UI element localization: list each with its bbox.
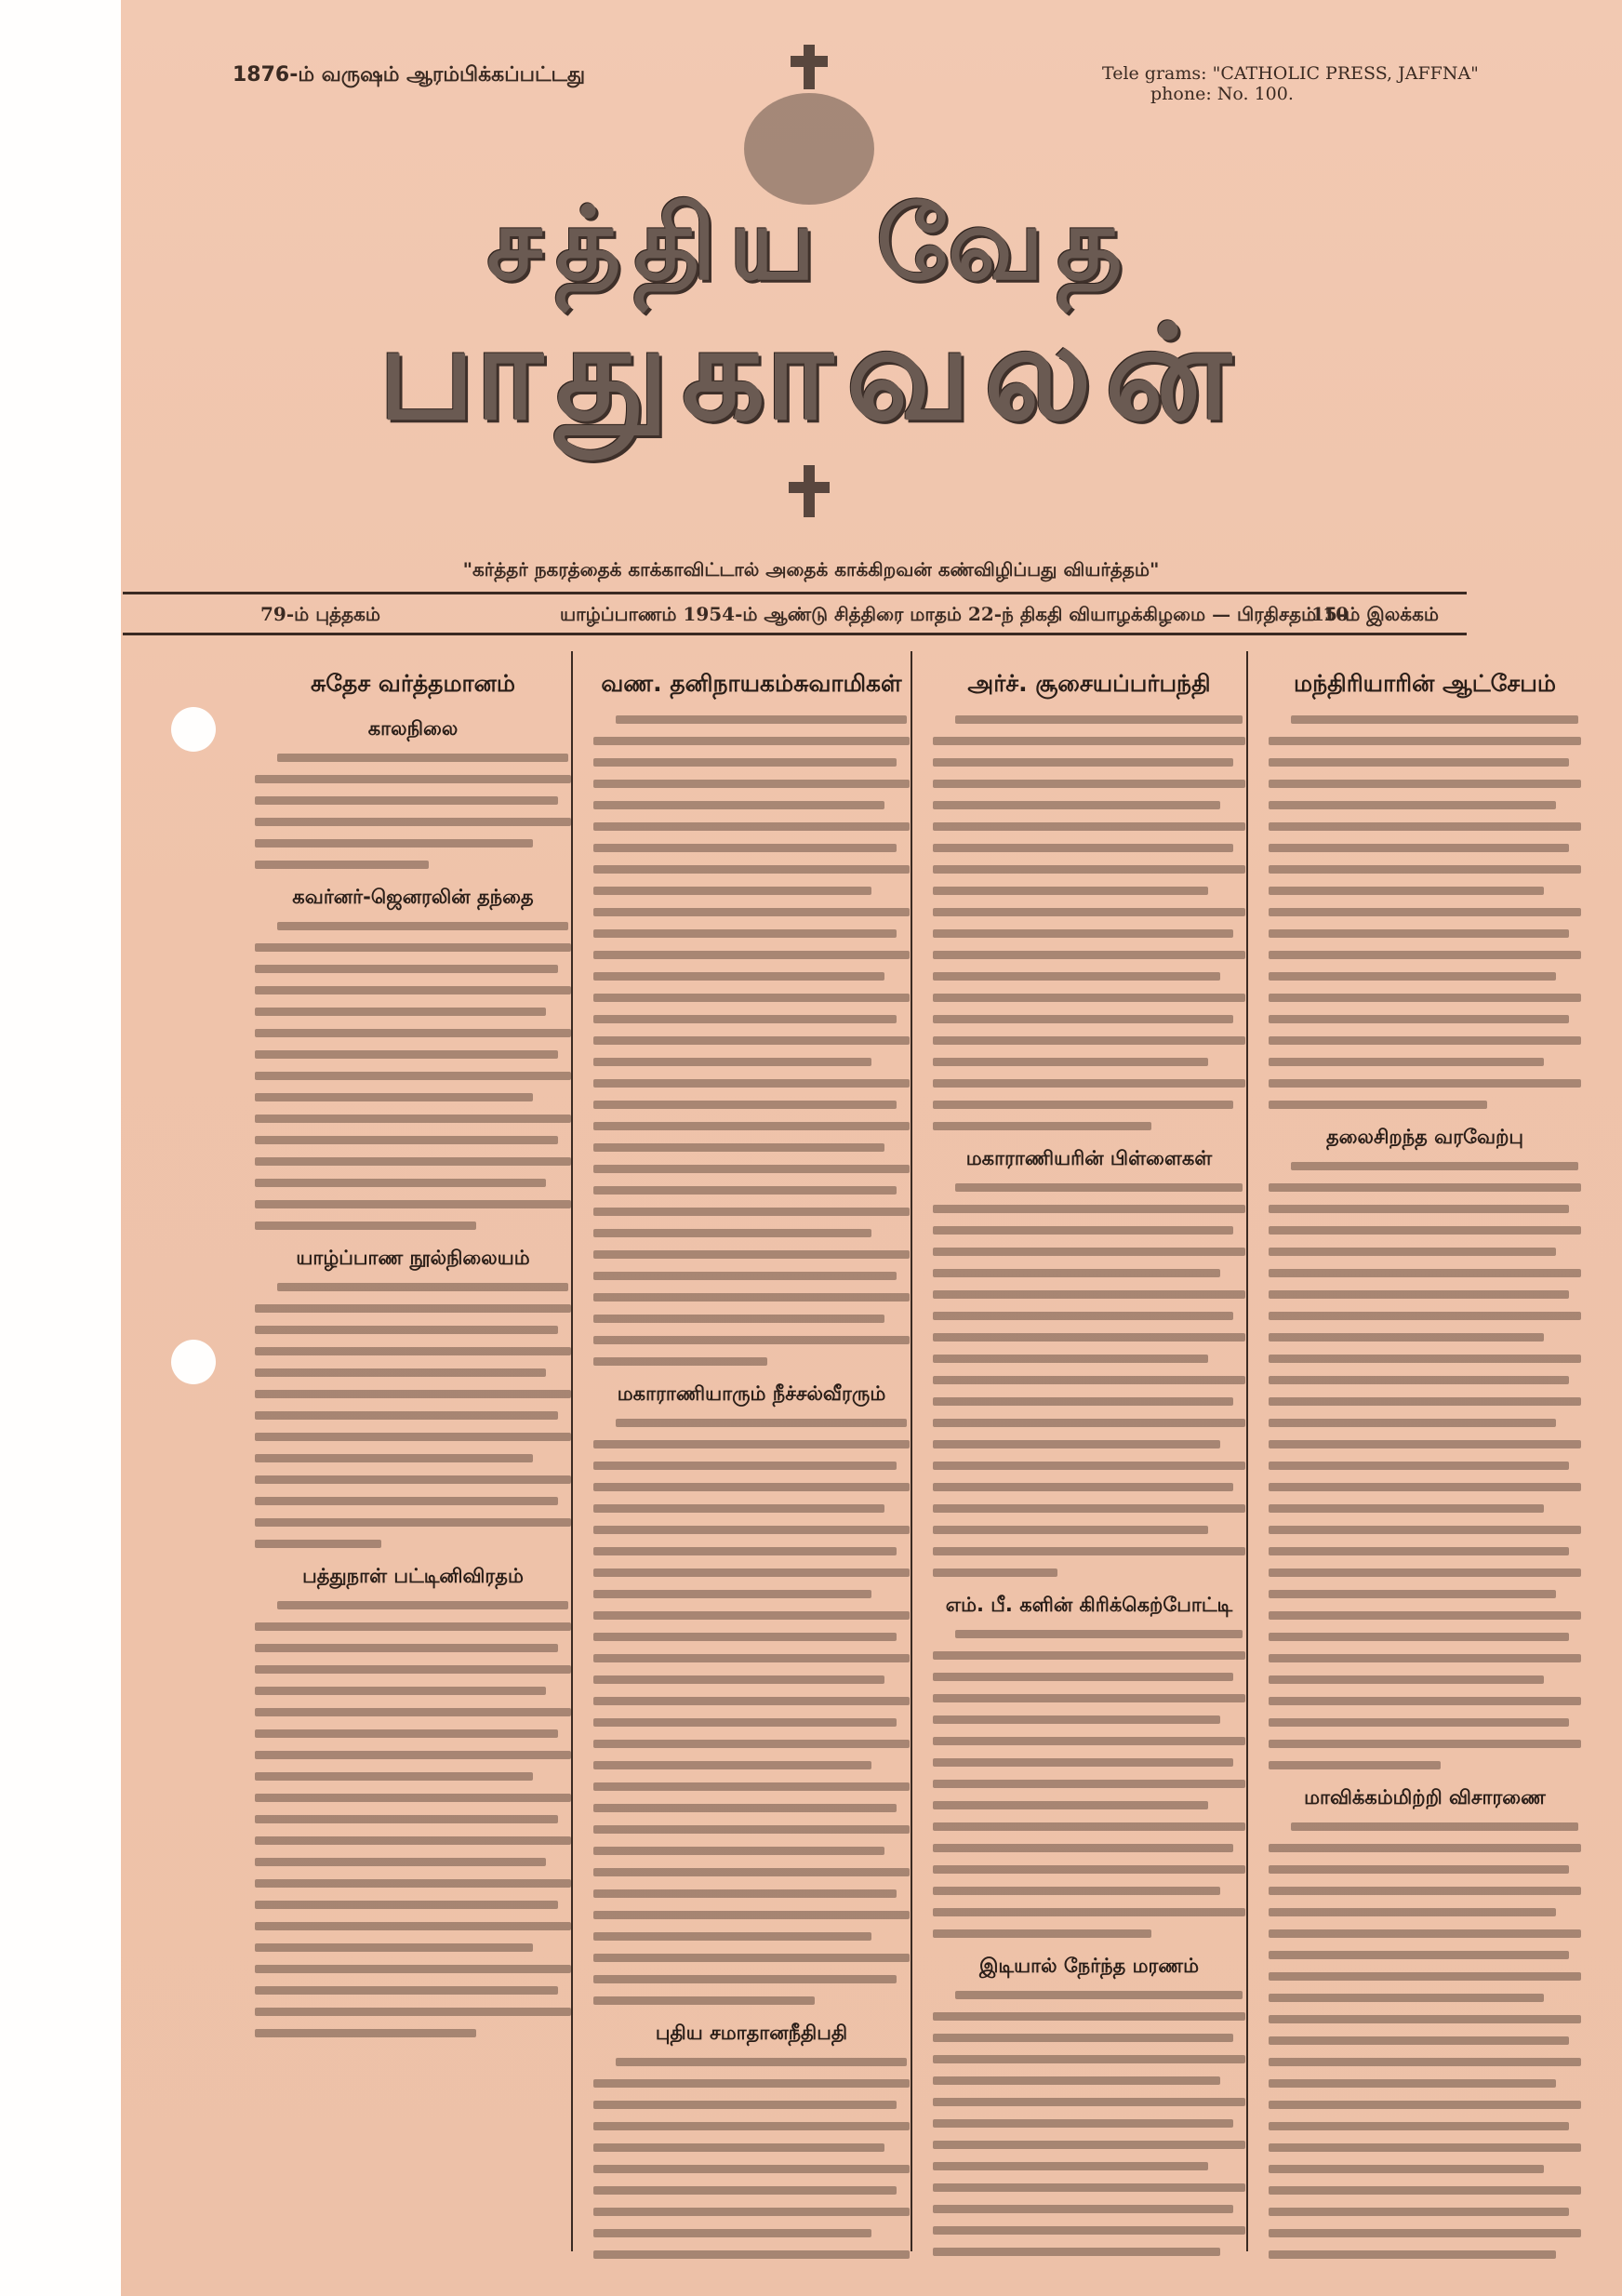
text-line	[1269, 1633, 1569, 1641]
text-line	[1269, 1761, 1441, 1769]
text-line	[933, 1355, 1208, 1363]
text-line	[1269, 2079, 1556, 2088]
text-line	[933, 1248, 1245, 1256]
text-line	[255, 1622, 571, 1631]
text-line	[933, 2055, 1245, 2063]
text-line	[255, 1497, 558, 1505]
text-line	[933, 1822, 1245, 1831]
text-line	[933, 1908, 1245, 1916]
text-line	[1269, 2143, 1581, 2152]
text-line	[593, 1932, 871, 1941]
text-line	[933, 780, 1245, 788]
text-line	[1269, 1929, 1581, 1938]
text-line	[255, 861, 429, 869]
dateline-top-rule	[123, 592, 1467, 594]
text-line	[593, 758, 897, 767]
text-line	[593, 1761, 871, 1769]
text-line	[593, 1804, 897, 1812]
text-line	[1269, 1183, 1581, 1192]
text-line	[955, 1630, 1243, 1638]
text-line	[933, 1865, 1245, 1874]
text-line	[255, 839, 533, 848]
text-line	[593, 1675, 884, 1684]
text-line	[1269, 2036, 1569, 2045]
text-line	[255, 1475, 571, 1484]
text-line	[255, 1008, 546, 1016]
text-line	[255, 1794, 571, 1802]
text-line	[933, 1269, 1220, 1277]
text-line	[933, 1205, 1245, 1213]
text-line	[933, 2183, 1245, 2192]
article-heading: இடியால் நேர்ந்த மரணம்	[978, 1955, 1200, 1977]
text-line	[955, 715, 1243, 724]
text-line	[933, 1079, 1245, 1088]
text-line	[593, 1697, 910, 1705]
text-line	[933, 1758, 1233, 1767]
text-line	[1269, 1547, 1569, 1555]
text-line	[255, 965, 558, 973]
text-line	[933, 865, 1245, 874]
text-line	[1269, 1887, 1581, 1895]
text-line	[1269, 865, 1581, 874]
text-line	[593, 1208, 910, 1216]
text-line	[593, 1954, 910, 1962]
text-line	[933, 2162, 1208, 2170]
text-line	[593, 1357, 767, 1366]
text-line	[933, 1526, 1208, 1534]
text-line	[933, 1547, 1245, 1555]
text-line	[593, 1122, 910, 1130]
text-line	[933, 1801, 1208, 1809]
text-line	[255, 1029, 571, 1037]
text-line	[593, 1718, 897, 1727]
article-heading: கவர்னர்-ஜெனரலின் தந்தை	[292, 886, 534, 908]
text-line	[593, 1911, 910, 1919]
text-line	[1269, 1397, 1581, 1406]
text-line	[1269, 1290, 1569, 1299]
text-line	[1291, 715, 1578, 724]
telephone-number: phone: No. 100.	[1150, 84, 1294, 104]
text-line	[933, 801, 1220, 809]
text-line	[255, 1347, 571, 1355]
text-line	[1269, 994, 1581, 1002]
text-line	[255, 1644, 558, 1652]
text-line	[616, 2058, 907, 2066]
text-line	[1269, 2208, 1569, 2216]
text-line	[1269, 2122, 1569, 2130]
column-4	[1257, 651, 1592, 2268]
text-line	[593, 2250, 910, 2259]
text-line	[933, 1440, 1220, 1448]
column-heading: சுதேச வர்த்தமானம்	[311, 670, 515, 697]
text-line	[593, 865, 910, 874]
text-line	[255, 986, 571, 994]
text-line	[933, 1504, 1245, 1513]
text-line	[933, 2119, 1233, 2128]
text-line	[933, 737, 1245, 745]
text-line	[933, 1376, 1245, 1384]
text-line	[277, 922, 568, 930]
text-line	[593, 908, 910, 916]
text-line	[933, 1226, 1233, 1235]
text-line	[255, 1922, 571, 1930]
text-line	[933, 1844, 1233, 1852]
text-line	[933, 844, 1233, 852]
text-line	[593, 1847, 884, 1855]
punch-hole	[171, 1340, 216, 1384]
text-line	[1269, 2229, 1581, 2237]
text-line	[1269, 1611, 1581, 1620]
text-line	[1269, 1675, 1544, 1684]
text-line	[593, 1186, 897, 1195]
text-line	[593, 951, 910, 959]
text-line	[593, 1101, 897, 1109]
dateline	[123, 601, 1467, 631]
text-line	[255, 1072, 571, 1080]
text-line	[277, 1283, 568, 1291]
text-line	[933, 2098, 1245, 2106]
text-line	[955, 1183, 1243, 1192]
masthead-title-line-2: பாதுகாவலன்	[378, 298, 1244, 449]
article-heading: புதிய சமாதானநீதிபதி	[655, 2022, 848, 2044]
text-line	[933, 1715, 1220, 1724]
text-line	[277, 1601, 568, 1609]
text-line	[593, 737, 910, 745]
article-heading: மகாராணியாரும் நீச்சல்வீரரும்	[617, 1382, 886, 1405]
text-line	[593, 822, 910, 831]
article-heading: காலநிலை	[367, 717, 459, 740]
telegram-info	[1102, 63, 1479, 104]
text-line	[933, 951, 1245, 959]
text-line	[593, 801, 884, 809]
text-line	[593, 780, 910, 788]
text-line	[1269, 1355, 1581, 1363]
text-line	[1269, 951, 1581, 959]
text-line	[593, 1336, 910, 1344]
text-line	[593, 1462, 897, 1470]
text-line	[255, 2029, 476, 2037]
text-line	[933, 1568, 1057, 1577]
text-line	[277, 754, 568, 762]
text-line	[933, 2248, 1220, 2256]
punch-hole	[171, 707, 216, 752]
text-line	[593, 2079, 910, 2088]
text-line	[1269, 972, 1556, 981]
text-line	[255, 1093, 533, 1101]
text-line	[593, 1440, 910, 1448]
text-line	[933, 929, 1233, 938]
text-line	[1269, 1740, 1581, 1748]
text-line	[1269, 1483, 1581, 1491]
text-line	[255, 1221, 476, 1230]
article-heading: மாவிக்கம்மிற்றி விசாரணை	[1304, 1786, 1546, 1809]
text-line	[1269, 780, 1581, 788]
text-line	[1269, 1440, 1581, 1448]
text-line	[933, 972, 1220, 981]
text-line	[593, 1483, 910, 1491]
text-line	[933, 1651, 1245, 1660]
text-line	[593, 1272, 897, 1280]
text-line	[593, 2101, 897, 2109]
text-line	[593, 1825, 910, 1834]
text-line	[593, 1633, 897, 1641]
text-line	[933, 2012, 1245, 2021]
text-line	[933, 1312, 1233, 1320]
text-line	[933, 1673, 1233, 1681]
text-line	[1269, 1972, 1581, 1981]
article-heading: யாழ்ப்பாண நூல்நிலையம்	[296, 1247, 530, 1269]
text-line	[255, 1751, 571, 1759]
text-line	[593, 2229, 871, 2237]
text-line	[593, 1868, 910, 1876]
column-1	[244, 651, 582, 2268]
text-line	[255, 1836, 571, 1845]
text-line	[255, 1665, 571, 1674]
text-line	[933, 1290, 1245, 1299]
text-line	[1269, 1994, 1544, 2002]
text-line	[1269, 1419, 1556, 1427]
masthead-title-line-1: சத்திய வேத	[486, 186, 1136, 302]
text-line	[255, 1368, 546, 1377]
text-line	[255, 1858, 546, 1866]
text-line	[255, 1050, 558, 1059]
text-line	[933, 1058, 1208, 1066]
text-line	[593, 1293, 910, 1302]
text-line	[616, 1419, 907, 1427]
text-line	[593, 1782, 910, 1791]
text-line	[933, 1694, 1245, 1702]
text-line	[255, 1179, 546, 1187]
text-line	[593, 1504, 884, 1513]
text-line	[255, 1965, 571, 1973]
text-line	[933, 1397, 1233, 1406]
issue-number: 15-ம் இலக்கம்	[1311, 603, 1439, 625]
text-line	[255, 1136, 558, 1144]
text-line	[255, 1518, 571, 1527]
text-line	[1269, 1568, 1581, 1577]
text-line	[255, 1304, 571, 1313]
text-line	[1269, 2250, 1556, 2259]
text-line	[933, 1929, 1151, 1938]
text-line	[593, 2186, 897, 2195]
text-line	[1269, 2165, 1544, 2173]
text-line	[1291, 1162, 1578, 1170]
text-line	[933, 2076, 1220, 2085]
text-line	[1269, 1951, 1569, 1959]
text-line	[1269, 908, 1581, 916]
text-line	[1269, 737, 1581, 745]
text-line	[933, 1419, 1245, 1427]
text-line	[593, 1015, 897, 1023]
text-line	[1269, 758, 1569, 767]
dateline-bottom-rule	[123, 633, 1467, 635]
text-line	[933, 887, 1208, 895]
text-line	[1269, 1865, 1569, 1874]
text-line	[593, 1568, 910, 1577]
text-line	[593, 1889, 897, 1898]
text-line	[593, 1996, 815, 2005]
text-line	[933, 1333, 1245, 1342]
column-heading: அர்ச். சூசையப்பர்பந்தி	[967, 670, 1211, 697]
text-line	[593, 1079, 910, 1088]
text-line	[1269, 887, 1544, 895]
text-line	[255, 1986, 558, 1995]
text-line	[1269, 1333, 1544, 1342]
text-line	[955, 1991, 1243, 1999]
text-line	[1269, 1205, 1569, 1213]
text-line	[933, 1122, 1151, 1130]
text-line	[593, 2122, 910, 2130]
text-line	[1291, 1822, 1578, 1831]
column-heading: வண. தனிநாயகம்சுவாமிகள்	[601, 670, 902, 697]
text-line	[1269, 1590, 1556, 1598]
article-heading: எம். பீ. களின் கிரிக்கெற்போட்டி	[945, 1594, 1233, 1616]
text-line	[593, 887, 871, 895]
text-line	[933, 1737, 1245, 1745]
text-line	[255, 1200, 571, 1208]
text-line	[255, 1326, 558, 1334]
text-line	[255, 1390, 571, 1398]
text-line	[1269, 1504, 1544, 1513]
text-line	[1269, 1908, 1556, 1916]
column-3	[922, 651, 1256, 2268]
text-line	[616, 715, 907, 724]
text-line	[1269, 1015, 1569, 1023]
text-line	[933, 2205, 1233, 2213]
text-line	[1269, 1462, 1569, 1470]
text-line	[933, 1462, 1245, 1470]
text-line	[1269, 822, 1581, 831]
text-line	[255, 1540, 381, 1548]
text-line	[593, 1654, 910, 1662]
article-heading: பத்துநாள் பட்டினிவிரதம்	[302, 1565, 524, 1587]
text-line	[255, 1115, 571, 1123]
text-line	[1269, 1058, 1544, 1066]
text-line	[1269, 801, 1556, 809]
text-line	[255, 1901, 558, 1909]
text-line	[593, 1547, 897, 1555]
text-line	[255, 1879, 571, 1888]
text-line	[933, 1036, 1245, 1045]
telegram-address: Tele grams: "CATHOLIC PRESS, JAFFNA"	[1102, 63, 1479, 84]
text-line	[593, 1250, 910, 1259]
text-line	[1269, 2058, 1581, 2066]
founded-note: 1876-ம் வருஷம் ஆரம்பிக்கப்பட்டது	[233, 63, 586, 87]
text-line	[1269, 1697, 1581, 1705]
text-line	[255, 1157, 571, 1166]
text-line	[593, 972, 884, 981]
text-line	[933, 822, 1245, 831]
text-line	[933, 1780, 1245, 1788]
text-line	[255, 2008, 571, 2016]
text-line	[933, 908, 1245, 916]
text-line	[1269, 1226, 1581, 1235]
text-line	[593, 2208, 910, 2216]
article-heading: மகாராணியரின் பிள்ளைகள்	[965, 1147, 1213, 1169]
text-line	[933, 1015, 1233, 1023]
column-heading: மந்திரியாரின் ஆட்சேபம்	[1294, 670, 1556, 697]
text-line	[1269, 1376, 1569, 1384]
text-line	[1269, 1248, 1556, 1256]
text-line	[933, 1887, 1220, 1895]
text-line	[593, 1590, 871, 1598]
text-line	[1269, 1079, 1581, 1088]
text-line	[1269, 929, 1569, 938]
text-line	[593, 1058, 871, 1066]
text-line	[255, 775, 571, 783]
text-line	[593, 2165, 910, 2173]
text-line	[1269, 2101, 1581, 2109]
text-line	[593, 1740, 910, 1748]
text-line	[593, 1036, 910, 1045]
text-line	[933, 1483, 1233, 1491]
text-line	[255, 1411, 558, 1420]
text-line	[933, 2226, 1245, 2235]
text-line	[1269, 1844, 1581, 1852]
text-line	[1269, 1654, 1581, 1662]
text-line	[933, 2034, 1233, 2042]
text-line	[255, 1433, 571, 1441]
text-line	[593, 1229, 871, 1237]
text-line	[255, 1708, 571, 1716]
text-line	[255, 1729, 558, 1738]
text-line	[933, 758, 1233, 767]
article-heading: தலைசிறந்த வரவேற்பு	[1325, 1126, 1524, 1148]
text-line	[255, 818, 571, 826]
text-line	[1269, 844, 1569, 852]
text-line	[593, 1315, 884, 1323]
text-line	[1269, 2186, 1581, 2195]
text-line	[593, 929, 897, 938]
text-line	[255, 1815, 558, 1823]
text-line	[593, 1611, 910, 1620]
masthead-motto: "கர்த்தர் நகரத்தைக் காக்காவிட்டால் அதைக் காக்கிறவன் கண்விழிப்பது வியர்த்தம்"	[462, 558, 1160, 581]
text-line	[1269, 1718, 1569, 1727]
text-line	[255, 1454, 533, 1462]
text-line	[1269, 1036, 1581, 1045]
text-line	[1269, 1269, 1581, 1277]
text-line	[593, 2143, 884, 2152]
text-line	[933, 2141, 1245, 2149]
text-line	[255, 943, 571, 952]
text-line	[1269, 2015, 1581, 2023]
text-line	[593, 1165, 910, 1173]
text-line	[593, 994, 910, 1002]
issue-date: யாழ்ப்பாணம் 1954-ம் ஆண்டு சித்திரை மாதம் 22-ந் திகதி வியாழக்கிழமை — பிரதிசதம் 10	[560, 603, 1349, 625]
text-line	[933, 1101, 1233, 1109]
text-line	[593, 1526, 910, 1534]
text-line	[593, 1975, 897, 1983]
text-line	[593, 844, 897, 852]
text-line	[1269, 1526, 1581, 1534]
volume-number: 79-ம் புத்தகம்	[260, 603, 381, 625]
text-line	[255, 1687, 546, 1695]
text-line	[1269, 1101, 1487, 1109]
text-line	[593, 1143, 884, 1152]
text-line	[255, 1772, 533, 1781]
text-line	[255, 1943, 533, 1952]
text-line	[255, 796, 558, 805]
text-line	[933, 994, 1245, 1002]
text-line	[1269, 1312, 1581, 1320]
column-2	[582, 651, 921, 2268]
